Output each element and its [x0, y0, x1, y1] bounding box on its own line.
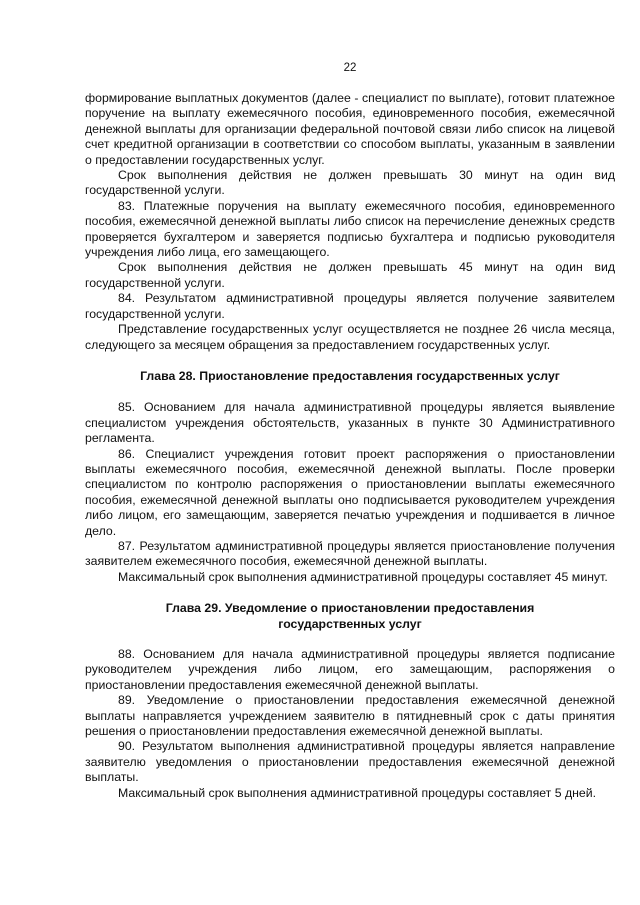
paragraph-86: 86. Специалист учреждения готовит проект распоряжения о приостановлении выплаты ежемесячного пособия, ежемесячной денежной выплаты. После проверки специалистом по контролю распоряжения о приостановлении выплаты ежемесячного пособия, ежемесячной денежной выплаты оно подписывается руководителем учреждения либо лицом, его замещающим, заверяется печатью учреждения и подшивается в личное дело. — [85, 446, 615, 538]
paragraph-85: 85. Основанием для начала административной процедуры является выявление специалистом учреждения обстоятельств, указанных в пункте 30 Административного регламента. — [85, 400, 615, 446]
paragraph-continuation: формирование выплатных документов (далее - специалист по выплате), готовит платежное поручение на выплату ежемесячного пособия, единовременного пособия, ежемесячной денежной выплаты для организации федеральной почтовой связи либо список на лицевой счет кредитной организации в соответствии со способом выплаты, указанным в заявлении о предоставлении государственных услуг. — [85, 91, 615, 167]
paragraph-provision-deadline: Представление государственных услуг осуществляется не позднее 26 числа месяца, следующего за месяцем обращения за предоставлением государственных услуг. — [85, 322, 615, 352]
paragraph-87: 87. Результатом административной процедуры является приостановление получения заявителем ежемесячного пособия, ежемесячной денежной выплаты. — [85, 538, 615, 569]
chapter-29-heading — [85, 601, 615, 632]
chapter-29-heading-line1: Глава 29. Уведомление о приостановлении предоставления — [165, 601, 535, 616]
paragraph-89: 89. Уведомление о приостановлении предоставления ежемесячной денежной выплаты направляется учреждением заявителю в пятидневный срок с даты принятия решения о приостановлении предоставления ежемесячной денежной выплаты. — [85, 693, 615, 739]
paragraph-88: 88. Основанием для начала административной процедуры является подписание руководителем учреждения либо лицом, его замещающим, распоряжения о приостановлении предоставления ежемесячной денежной выплаты. — [85, 647, 615, 692]
page-number: 22 — [343, 62, 357, 74]
chapter-28-heading: Глава 28. Приостановление предоставления государственных услуг — [140, 368, 560, 383]
paragraph-time-limit-30: Срок выполнения действия не должен превышать 30 минут на один вид государственной услуги. — [85, 168, 615, 198]
paragraph-84: 84. Результатом административной процедуры является получение заявителем государственной услуги. — [85, 291, 615, 321]
paragraph-chapter29-max-time: Максимальный срок выполнения административной процедуры составляет 5 дней. — [118, 785, 597, 800]
paragraph-83: 83. Платежные поручения на выплату ежемесячного пособия, единовременного пособия, ежемесячной денежной выплаты либо список на перечисление денежных средств проверяется бухгалтером и заверяется подписью бухгалтера и подписью руководителя учреждения либо лица, его замещающего. — [85, 198, 615, 260]
paragraph-chapter28-max-time: Максимальный срок выполнения административной процедуры составляет 45 минут. — [118, 569, 608, 584]
paragraph-time-limit-45: Срок выполнения действия не должен превышать 45 минут на один вид государственной услуги. — [85, 260, 615, 290]
chapter-29-heading-line2: государственных услуг — [278, 616, 422, 631]
paragraph-90: 90. Результатом выполнения административной процедуры является направление заявителю уведомления о приостановлении предоставления ежемесячной денежной выплаты. — [85, 739, 615, 785]
